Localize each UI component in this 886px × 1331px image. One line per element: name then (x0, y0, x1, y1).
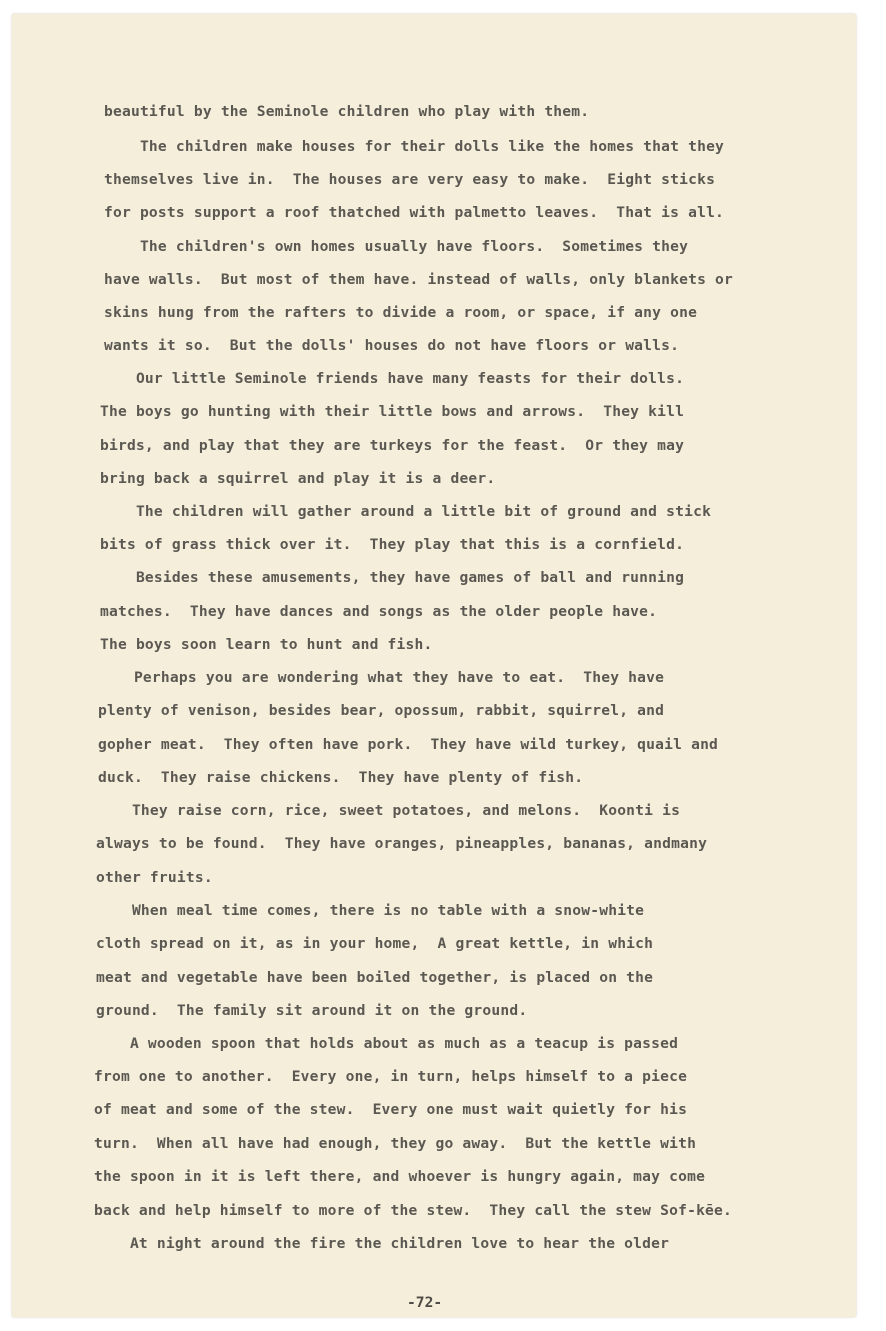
text-line: birds, and play that they are turkeys for the feast. Or they may (100, 437, 685, 454)
text-line: cloth spread on it, as in your home, A great kettle, in which (96, 935, 654, 952)
text-line: The children make houses for their dolls like the homes that they (104, 138, 725, 155)
text-line: The boys go hunting with their little bows and arrows. They kill (100, 403, 685, 420)
text-line: matches. They have dances and songs as the older people have. (100, 603, 658, 620)
text-line: meat and vegetable have been boiled together, is placed on the (96, 969, 654, 986)
text-line: for posts support a roof thatched with palmetto leaves. That is all. (104, 204, 725, 221)
text-line: The boys soon learn to hunt and fish. (100, 636, 433, 653)
text-line: ground. The family sit around it on the ground. (96, 1002, 528, 1019)
text-line: wants it so. But the dolls' houses do not have floors or walls. (104, 337, 680, 354)
text-line: bits of grass thick over it. They play that this is a cornfield. (100, 536, 685, 553)
text-line: have walls. But most of them have. instead of walls, only blankets or (104, 271, 734, 288)
text-line: When meal time comes, there is no table with a snow-white (96, 902, 645, 919)
text-line: plenty of venison, besides bear, opossum, rabbit, squirrel, and (98, 702, 665, 719)
text-line: always to be found. They have oranges, pineapples, bananas, andmany (96, 835, 708, 852)
text-line: the spoon in it is left there, and whoever is hungry again, may come (94, 1168, 706, 1185)
text-line: duck. They raise chickens. They have plenty of fish. (98, 769, 584, 786)
text-line: beautiful by the Seminole children who play with them. (104, 103, 590, 120)
text-line: A wooden spoon that holds about as much as a teacup is passed (94, 1035, 679, 1052)
text-line: The children will gather around a little bit of ground and stick (100, 503, 712, 520)
text-line: back and help himself to more of the stew. They call the stew Sof-kēe. (94, 1202, 733, 1219)
text-line: Besides these amusements, they have games of ball and running (100, 569, 685, 586)
text-line: bring back a squirrel and play it is a deer. (100, 470, 496, 487)
text-line: Perhaps you are wondering what they have to eat. They have (98, 669, 665, 686)
text-line: gopher meat. They often have pork. They have wild turkey, quail and (98, 736, 719, 753)
typed-page (12, 14, 856, 1317)
text-line: themselves live in. The houses are very easy to make. Eight sticks (104, 171, 716, 188)
text-line: The children's own homes usually have floors. Sometimes they (104, 238, 689, 255)
page-number: -72- (407, 1294, 443, 1311)
text-line: Our little Seminole friends have many feasts for their dolls. (100, 370, 685, 387)
text-line: At night around the fire the children love to hear the older (94, 1235, 670, 1252)
text-line: of meat and some of the stew. Every one must wait quietly for his (94, 1101, 688, 1118)
text-line: from one to another. Every one, in turn, helps himself to a piece (94, 1068, 688, 1085)
text-line: skins hung from the rafters to divide a room, or space, if any one (104, 304, 698, 321)
text-line: They raise corn, rice, sweet potatoes, and melons. Koonti is (96, 802, 681, 819)
text-line: turn. When all have had enough, they go away. But the kettle with (94, 1135, 697, 1152)
text-line: other fruits. (96, 869, 213, 886)
